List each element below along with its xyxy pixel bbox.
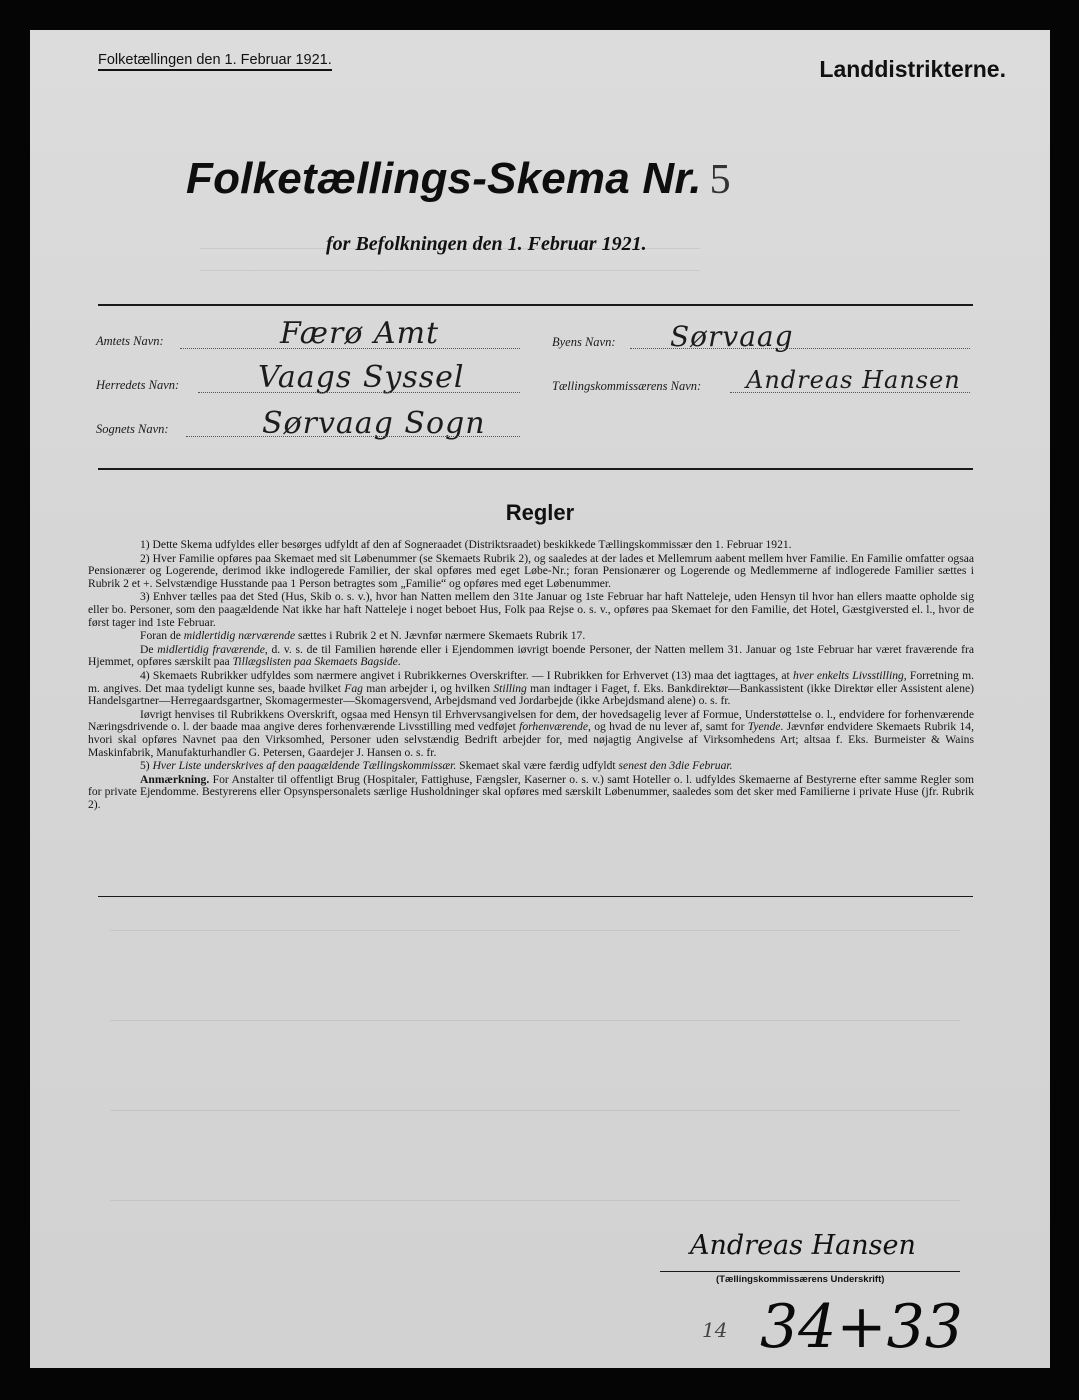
- bottom-divider: [98, 896, 973, 897]
- rule-4-text-mid-1: , Forretning m. m. angives. Det maa tydeligt kunne ses, baade hvilket: [88, 668, 975, 695]
- census-form-page: [30, 30, 1050, 1368]
- mid-divider: [98, 468, 973, 470]
- rule-4-text-end: man indtager i Faget, f. Eks. Bankdirektør—Bankassistent (ikke Direktør eller Assistent alene) Handelsgartner—Herregaardsgartner, Skomagermester—Skomagersvend, Arbejdsmand ved Jordarbejde (ikke Arbejdsmand alene) o. s. fr.: [88, 681, 975, 708]
- herred-label: Herredets Navn:: [96, 378, 180, 392]
- rule-3c: [88, 644, 974, 669]
- rule-5-text-mid: Skemaet skal være færdig udfyldt: [456, 759, 619, 773]
- rule-3c-text-mid: , d. v. s. de til Familien hørende eller i Ejendommen iøvrigt boende Personer, der Natten mellem 31. Januar og 1ste Februar har været fraværende fra Hjemmet, opføres særskilt paa: [88, 642, 974, 669]
- rule-5: [88, 760, 974, 773]
- bleed-through-line: [110, 1020, 960, 1021]
- kommissaer-value: Andreas Hansen: [746, 366, 961, 394]
- amt-dotted-line: [180, 348, 520, 349]
- annotation: [88, 774, 974, 812]
- rule-3b-text-end: sættes i Rubrik 2 et N. Jævnfør nærmere Skemaets Rubrik 17.: [295, 629, 586, 643]
- kommissaer-label: Tællingskommissærens Navn:: [552, 379, 702, 393]
- rule-2: 2) Hver Familie opføres paa Skemaet med sit Løbenummer (se Skemaets Rubrik 2), og saaledes at der lades et Mellemrum aabent mellem hver Familie. En Familie omfatter ogsaa Pensionærer og Logerende, derimod ikke indlogerede Familier, der skal opføres med eget Løbe-Nr.; foran Pensionærer og Logerende og Medlemmerne af indlogerede Familier sættes i Rubrik 2 et +. Selvstændige Husstande paa 1 Person betragtes som „Familie“ og opføres med eget Løbenummer.: [88, 551, 974, 590]
- rule-4b: [88, 709, 974, 759]
- bleed-through-line: [110, 1200, 960, 1201]
- rule-4: [88, 670, 974, 708]
- signature-caption: (Tællingskommissærens Underskrift): [716, 1274, 885, 1285]
- form-subtitle: for Befolkningen den 1. Februar 1921.: [326, 233, 647, 255]
- rule-3c-text: De: [140, 642, 158, 656]
- rule-4-text: 4) Skemaets Rubrikker udfyldes som nærmere angivet i Rubrikkernes Overskrifter. — I Rubrikken for Erhvervet (13) maa det iagttages, at: [140, 668, 794, 682]
- header-district-type: Landdistrikterne.: [819, 56, 1006, 82]
- kommissaer-dotted-line: [730, 392, 970, 393]
- rule-3c-text-end: .: [397, 655, 401, 669]
- by-dotted-line: [630, 348, 970, 349]
- rule-3b: [88, 630, 974, 643]
- rule-3b-text: Foran de: [140, 629, 184, 643]
- rule-4b-emphasis-2: Tyende: [747, 720, 781, 734]
- amt-label: Amtets Navn:: [96, 334, 164, 348]
- sogn-label: Sognets Navn:: [96, 422, 169, 436]
- by-value: Sørvaag: [670, 320, 794, 353]
- sogn-value: Sørvaag Sogn: [262, 406, 486, 441]
- archive-small-number: 14: [702, 1318, 728, 1342]
- form-number: 5: [709, 157, 731, 203]
- rule-5-text: 5): [140, 759, 153, 773]
- rule-4b-text: Iøvrigt henvises til Rubrikkens Overskrift, ogsaa med Hensyn til Erhvervsangivelsen for dem, der hovedsagelig lever af Formue, Understøttelse o. l., endvidere for forhenværende Næringsdrivende o. l. der baade maa angive deres forhenværende Livsstilling med vedføjet: [88, 707, 974, 734]
- archive-big-number: 34+33: [760, 1292, 963, 1362]
- rule-4b-text-end: . Jævnfør endvidere Skemaets Rubrik 14, hvori skal opføres Navnet paa den Virksomhed, Personer uden selvstændig Bedrift arbejder for, med nøjagtig Angivelse af Virksomhedens Art; altsaa f. Eks. Burmeister & Wains Maskinfabrik, Manufakturhandler G. Petersen, Gaardejer J. Hansen o. s. fr.: [88, 720, 974, 759]
- rule-4-emphasis-3: Stilling: [493, 681, 527, 695]
- top-divider: [98, 304, 973, 306]
- herred-dotted-line: [198, 392, 520, 393]
- rule-5-emphasis-1: Hver Liste underskrives af den paagældende Tællingskommissær.: [152, 759, 457, 773]
- annotation-text: For Anstalter til offentligt Brug (Hospitaler, Fattighuse, Fængsler, Kaserner o. s. v.) samt Hoteller o. l. udfyldes Skemaerne af Bestyrerne efter samme Regler som for private Ejendomme. Bestyrerens eller Opsynspersonalets særlige Husholdninger skal opføres med særskilt Løbenummer, saaledes som det sker med Familierne i private Huse (jfr. Rubrik 2).: [88, 772, 974, 811]
- rule-1: 1) Dette Skema udfyldes eller besørges udfyldt af den af Sogneraadet (Distriktsraadet) beskikkede Tællingskommissær den 1. Februar 1921.: [140, 538, 792, 551]
- rule-4b-emphasis-1: forhenværende: [519, 720, 588, 734]
- rule-3c-emphasis-2: Tillægslisten paa Skemaets Bagside: [232, 655, 398, 669]
- by-label: Byens Navn:: [552, 335, 616, 349]
- bleed-through-line: [110, 1110, 960, 1111]
- rule-3b-emphasis: midlertidig nærværende: [183, 629, 296, 643]
- rule-4-emphasis-1: hver enkelts Livsstilling: [793, 668, 904, 682]
- form-title: [186, 154, 731, 204]
- rules-heading: Regler: [505, 500, 575, 525]
- sogn-dotted-line: [186, 436, 520, 437]
- rule-4b-text-mid: , og hvad de nu lever af, samt for: [588, 720, 748, 734]
- amt-value: Færø Amt: [280, 316, 440, 351]
- rule-4-emphasis-2: Fag: [344, 681, 363, 695]
- rule-3c-emphasis: midlertidig fraværende: [157, 642, 265, 656]
- rule-4-text-mid-2: man arbejder i, og hvilken: [362, 681, 494, 695]
- rule-3: 3) Enhver tælles paa det Sted (Hus, Skib o. s. v.), hvor han Natten mellem den 31te Januar og 1ste Februar har haft Natteleje, uden Hensyn til hvor han ellers maatte opholde sig eller bo. Personer, som den paagældende Nat ikke har haft Natteleje i noget beboet Hus, Folk paa Rejse o. s. v., opføres paa Skemaet for den Familie, det Hotel, Gæstgiversted el. l., hvor de først tager ind 1ste Februar.: [88, 590, 974, 629]
- commissioner-signature: Andreas Hansen: [690, 1230, 916, 1261]
- herred-value: Vaags Syssel: [258, 360, 465, 395]
- header-census-date: Folketællingen den 1. Februar 1921.: [98, 52, 332, 71]
- form-title-text: Folketællings-Skema Nr.: [186, 154, 702, 203]
- bleed-through-line: [200, 270, 700, 271]
- annotation-label: Anmærkning.: [140, 772, 210, 786]
- bleed-through-line: [110, 930, 960, 931]
- rule-5-emphasis-2: senest den 3die Februar.: [618, 759, 733, 773]
- signature-line: [660, 1271, 960, 1272]
- rules-text-block: [88, 539, 974, 812]
